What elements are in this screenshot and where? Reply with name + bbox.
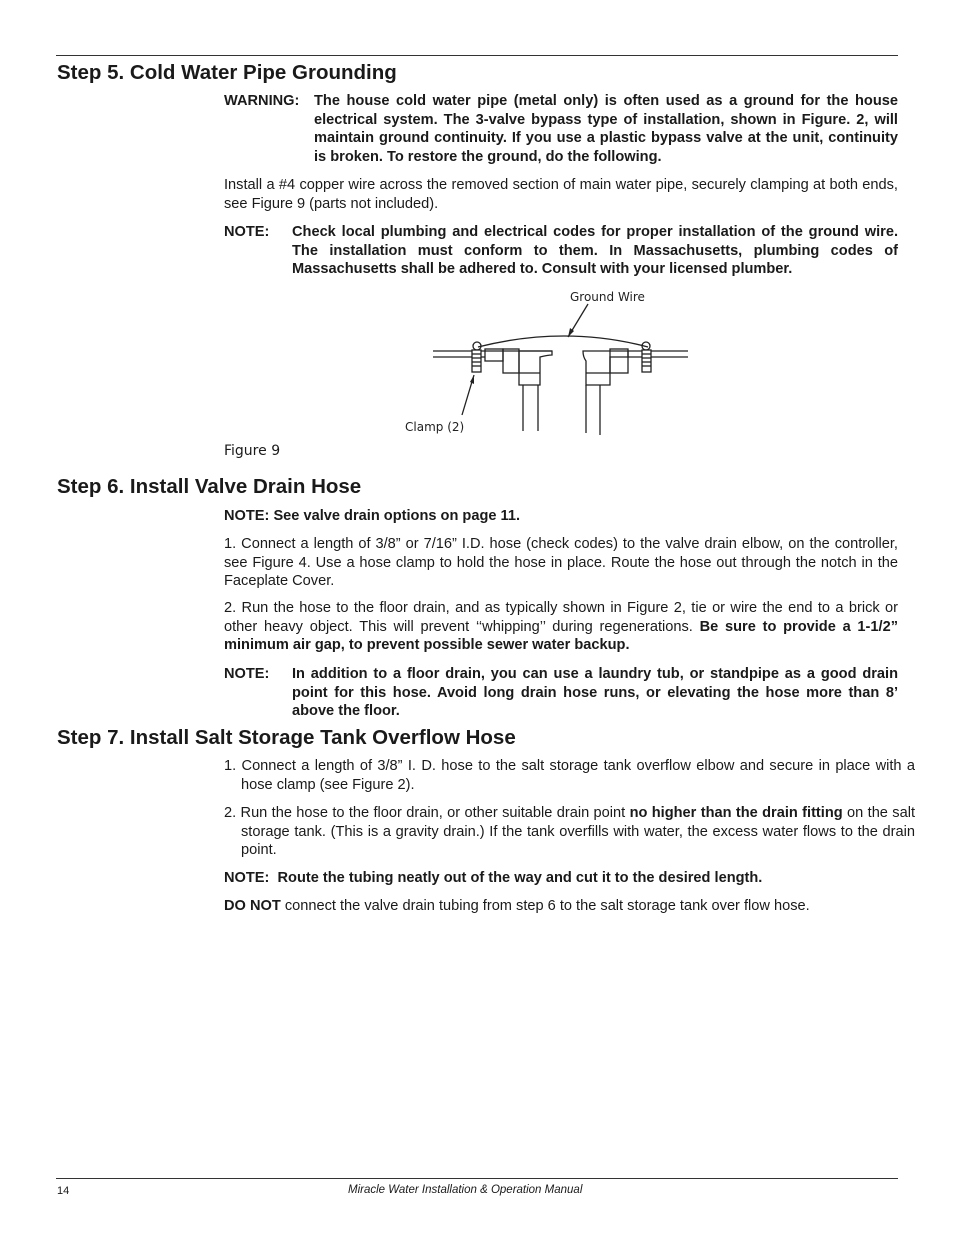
manual-title: Miracle Water Installation & Operation Manual <box>348 1184 583 1196</box>
donot-text: connect the valve drain tubing from step 6 to the salt storage tank over flow hose. <box>280 898 810 914</box>
figure9-diagram <box>400 285 700 445</box>
step5-note <box>224 223 898 279</box>
note2-text: In addition to a floor drain, you can use a laundry tub, or standpipe as a good drain point for this hose. Avoid long drain hose runs, or elevating the hose more than 8’ above the floor. <box>292 666 898 720</box>
step7-donot <box>224 897 898 916</box>
ground-wire <box>478 336 648 347</box>
note2-label: NOTE: <box>224 666 270 682</box>
bottom-rule <box>56 1178 898 1179</box>
step6-para2-text: 2. Run the hose to the floor drain, and as typically shown in Figure 2, tie or wire the end to a brick or other heavy object. This will prevent ‘‘whipping’’ during regenerations. <box>224 600 898 635</box>
step6-para2-bold: Be sure to provide a 1-1/2” minimum air gap, to prevent possible sewer water backup. <box>224 618 898 654</box>
clamp-label: Clamp (2) <box>405 420 465 434</box>
top-rule <box>56 55 898 56</box>
step7-heading: Step 7. Install Salt Storage Tank Overflow Hose <box>57 726 516 749</box>
figure9-caption: Figure 9 <box>224 443 281 459</box>
step6-heading: Step 6. Install Valve Drain Hose <box>57 475 362 498</box>
step7-note: NOTE: Route the tubing neatly out of the way and cut it to the desired length. <box>224 870 763 886</box>
step7-item2 <box>224 804 915 860</box>
ground-wire-label: Ground Wire <box>570 290 645 304</box>
page-number: 14 <box>57 1185 70 1197</box>
step7-item2-bold: no higher than the drain fitting <box>629 805 843 821</box>
step7-item2-b: on the salt storage tank. (This is a gravity drain.) If the tank overfills with water, the excess water flows to the drain point. <box>241 805 915 859</box>
note-label: NOTE: <box>224 224 270 240</box>
step6-note1: NOTE: See valve drain options on page 11. <box>224 508 521 524</box>
step5-warning <box>224 92 898 166</box>
step6-para1: 1. Connect a length of 3/8” or 7/16” I.D. hose (check codes) to the valve drain elbow, on the controller, see Figure 4. Use a hose clamp to hold the hose in place. Route the hose out through the notch in the Faceplate Cover. <box>224 536 898 590</box>
warning-text: The house cold water pipe (metal only) is often used as a ground for the house electrical system. The 3-valve bypass type of installation, shown in Figure. 2, will maintain ground continuity. If you use a plastic bypass valve at the unit, continuity is broken. To restore the ground, do the following. <box>314 93 898 165</box>
warning-label: WARNING: <box>224 93 300 109</box>
note-text: Check local plumbing and electrical codes for proper installation of the ground wire. The installation must conform to them. In Massachusetts, plumbing codes of Massachusetts shall be adhered to. Consult with your licensed plumber. <box>292 224 898 278</box>
step6-note2 <box>224 665 898 721</box>
step5-heading: Step 5. Cold Water Pipe Grounding <box>57 61 397 84</box>
step7-item1: 1. Connect a length of 3/8” I. D. hose to the salt storage tank overflow elbow and secure in place with a hose clamp (see Figure 2). <box>224 758 915 793</box>
step7-item2-a: 2. Run the hose to the floor drain, or other suitable drain point <box>224 805 630 821</box>
step6-para2 <box>224 599 898 655</box>
step5-body: Install a #4 copper wire across the removed section of main water pipe, securely clamping at both ends, see Figure 9 (parts not included). <box>224 177 898 212</box>
donot-bold: DO NOT <box>224 898 281 914</box>
